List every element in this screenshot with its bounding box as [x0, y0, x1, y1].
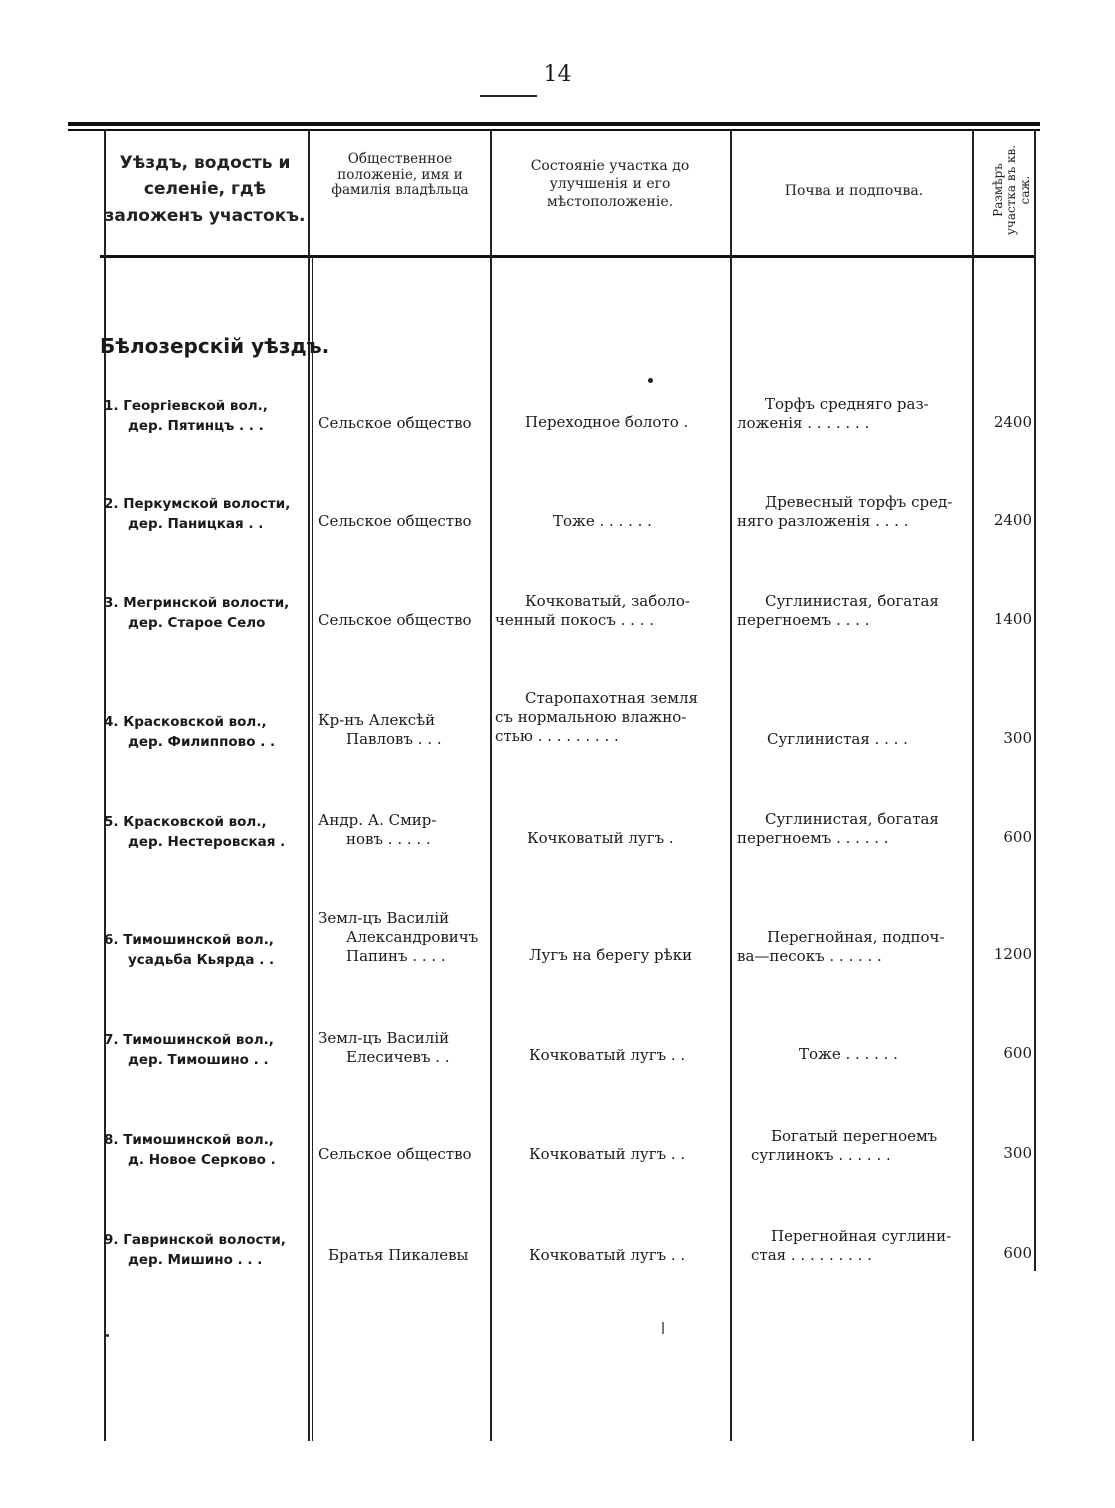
- row-7-soil: Тоже . . . . . .: [799, 1045, 898, 1063]
- header-plot-state: Состояніе участка до улучшенія и его мѣстоположеніе.: [530, 158, 690, 211]
- row-3-size: 1400: [993, 610, 1032, 628]
- print-speck: [648, 378, 653, 383]
- row-3-state: Кочковатый, заболо- ченный покосъ . . . .: [495, 592, 690, 629]
- header-owner: Общественное положеніе, имя и фамилія владѣльца: [331, 151, 469, 199]
- row-5-owner: Андр. А. Смир- новъ . . . . .: [318, 811, 437, 848]
- row-5-size: 600: [1003, 828, 1032, 846]
- row-6-size: 1200: [993, 945, 1032, 963]
- row-9-owner: Братья Пикалевы: [328, 1246, 469, 1264]
- row-5-soil: Суглинистая, богатая перегноемъ . . . . . .: [737, 810, 939, 847]
- row-2-soil: Древесный торфъ сред- няго разложенія . . . .: [737, 493, 953, 530]
- row-8-size: 300: [1003, 1144, 1032, 1162]
- row-6-soil: Перегнойная, подпоч- ва—песокъ . . . . . .: [737, 928, 945, 965]
- row-8-state: Кочковатый лугъ . .: [529, 1145, 686, 1163]
- district-heading: Бѣлозерскій уѣздъ.: [100, 334, 330, 358]
- row-4-soil: Суглинистая . . . .: [767, 730, 908, 748]
- row-4-location: 4. Красковской вол., дер. Филиппово . .: [104, 714, 276, 750]
- row-5-location: 5. Красковской вол., дер. Нестеровская .: [104, 814, 286, 850]
- row-1-owner: Сельское общество: [318, 414, 472, 432]
- row-9-soil: Перегнойная суглини- стая . . . . . . . . .: [751, 1227, 952, 1264]
- row-4-owner: Кр-нъ Алексѣй Павловъ . . .: [318, 711, 442, 748]
- header-soil: Почва и подпочва.: [784, 183, 924, 199]
- row-2-owner: Сельское общество: [318, 512, 472, 530]
- header-plot-size: Размѣръ участка въ кв. саж.: [991, 144, 1032, 236]
- page-number: 14: [543, 62, 572, 87]
- page-number-rule: [480, 95, 537, 97]
- row-7-location: 7. Тимошинской вол., дер. Тимошино . .: [104, 1032, 274, 1068]
- column-divider-4: [972, 131, 974, 1441]
- column-divider-right: [1034, 131, 1036, 1271]
- column-divider-1b: [312, 258, 313, 1441]
- row-2-size: 2400: [993, 511, 1032, 529]
- row-2-location: 2. Перкумской волости, дер. Паницкая . .: [104, 496, 291, 532]
- row-4-size: 300: [1003, 729, 1032, 747]
- row-8-location: 8. Тимошинской вол., д. Новое Серково .: [104, 1132, 276, 1168]
- row-6-location: 6. Тимошинской вол., усадьба Кьярда . .: [104, 932, 275, 968]
- row-9-location: 9. Гавринской волости, дер. Мишино . . .: [104, 1232, 286, 1268]
- row-7-size: 600: [1003, 1044, 1032, 1062]
- row-1-size: 2400: [993, 413, 1032, 431]
- header-bottom-rule: [100, 255, 1035, 258]
- row-3-owner: Сельское общество: [318, 611, 472, 629]
- print-speck: [662, 1322, 664, 1334]
- print-speck: [106, 1334, 109, 1337]
- row-8-soil: Богатый перегноемъ суглинокъ . . . . . .: [751, 1127, 938, 1164]
- header-location: Уѣздъ, водость и селеніе, гдѣ заложенъ участокъ.: [104, 153, 306, 226]
- column-divider-1: [308, 131, 310, 1441]
- row-1-soil: Торфъ средняго раз- ложенія . . . . . . .: [737, 395, 929, 432]
- row-9-size: 600: [1003, 1244, 1032, 1262]
- column-divider-2: [490, 131, 492, 1441]
- row-4-state: Старопахотная земля съ нормальною влажно- стью . . . . . . . . .: [495, 689, 698, 745]
- row-6-state: Лугъ на берегу рѣки: [529, 946, 693, 964]
- row-3-location: 3. Мегринской волости, дер. Старое Село: [104, 595, 290, 631]
- row-1-state: Переходное болото .: [525, 413, 689, 431]
- row-2-state: Тоже . . . . . .: [553, 512, 652, 530]
- table-top-rule-inner: [68, 129, 1040, 131]
- row-8-owner: Сельское общество: [318, 1145, 472, 1163]
- row-9-state: Кочковатый лугъ . .: [529, 1246, 686, 1264]
- row-6-owner: Земл-цъ Василій Александровичъ Папинъ . . . .: [318, 909, 479, 965]
- row-5-state: Кочковатый лугъ .: [527, 829, 674, 847]
- row-3-soil: Суглинистая, богатая перегноемъ . . . .: [737, 592, 939, 629]
- row-7-state: Кочковатый лугъ . .: [529, 1046, 686, 1064]
- row-1-location: 1. Георгіевской вол., дер. Пятинцъ . . .: [104, 398, 268, 434]
- table-top-rule: [68, 122, 1040, 126]
- row-7-owner: Земл-цъ Василій Елесичевъ . .: [318, 1029, 450, 1066]
- column-divider-3: [730, 131, 732, 1441]
